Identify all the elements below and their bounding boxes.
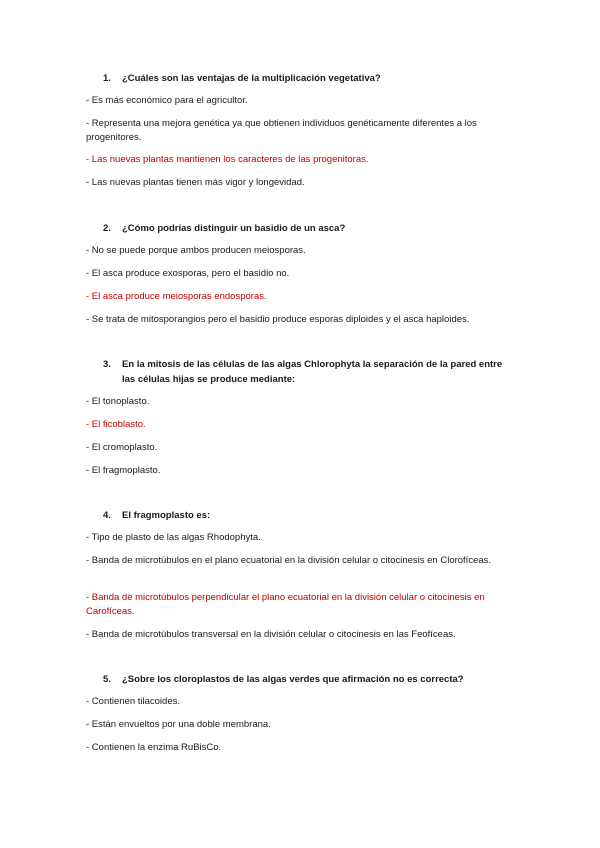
question-number: 1. bbox=[103, 73, 111, 84]
answer-option-correct: - Las nuevas plantas mantienen los caracteres de las progenitoras. bbox=[86, 154, 369, 165]
answer-option: - Tipo de plasto de las algas Rhodophyta. bbox=[86, 532, 261, 543]
question-5-heading bbox=[103, 672, 513, 687]
question-number: 3. bbox=[103, 359, 111, 370]
answer-option: - Banda de microtúbulos transversal en la división celular o citocinesis en las Feofíceas. bbox=[86, 629, 456, 640]
answer-option-correct: - El ficoblasto. bbox=[86, 419, 146, 430]
answer-option: - Se trata de mitosporangios pero el basidio produce esporas diploides y el asca haploides. bbox=[86, 314, 470, 325]
question-text: En la mitosis de las células de las algas Chlorophyta la separación de la pared entre las células hijas se produce mediante: bbox=[122, 359, 503, 385]
question-3-heading bbox=[103, 357, 513, 387]
question-number: 5. bbox=[103, 674, 111, 685]
question-text: El fragmoplasto es: bbox=[122, 510, 211, 521]
answer-option-correct: - El asca produce meiosporas endosporas. bbox=[86, 291, 267, 302]
answer-option-correct: - Banda de microtúbulos perpendicular el plano ecuatorial en la división celular o citocinesis en Carofíceas. bbox=[86, 592, 485, 617]
answer-option: - Están envueltos por una doble membrana. bbox=[86, 719, 271, 730]
answer-option: - No se puede porque ambos producen meiosporas. bbox=[86, 245, 306, 256]
answer-option: - El fragmoplasto. bbox=[86, 465, 161, 476]
answer-option: - Es más económico para el agricultor. bbox=[86, 95, 248, 106]
question-text: ¿Cómo podrías distinguir un basidio de un asca? bbox=[122, 223, 346, 234]
question-2-heading bbox=[103, 221, 513, 236]
question-text: ¿Sobre los cloroplastos de las algas verdes que afirmación no es correcta? bbox=[122, 674, 464, 685]
answer-option: - El cromoplasto. bbox=[86, 442, 158, 453]
answer-option: - Contienen tilacoides. bbox=[86, 696, 180, 707]
question-text: ¿Cuáles son las ventajas de la multiplicación vegetativa? bbox=[122, 73, 381, 84]
question-1-heading bbox=[103, 71, 513, 86]
answer-option: - Banda de microtúbulos en el plano ecuatorial en la división celular o citocinesis en Clorofíceas. bbox=[86, 555, 492, 566]
answer-option: - Representa una mejora genética ya que obtienen individuos genéticamente diferentes a los progenitores. bbox=[86, 118, 477, 143]
question-4-heading bbox=[103, 508, 513, 523]
answer-option: - Contienen la enzima RuBisCo. bbox=[86, 742, 222, 753]
question-number: 4. bbox=[103, 510, 111, 521]
answer-option: - Las nuevas plantas tienen más vigor y longevidad. bbox=[86, 177, 305, 188]
question-number: 2. bbox=[103, 223, 111, 234]
answer-option: - El asca produce exosporas, pero el basidio no. bbox=[86, 268, 290, 279]
answer-option: - El tonoplasto. bbox=[86, 396, 150, 407]
